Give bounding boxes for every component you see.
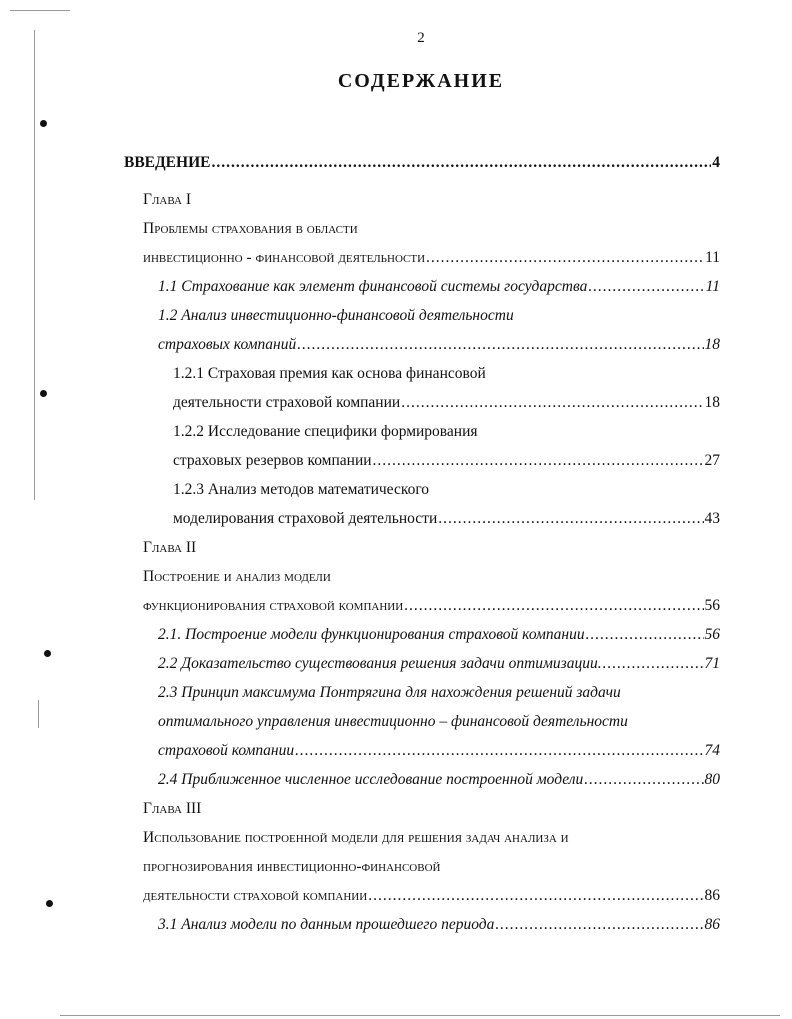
toc-entry-section[interactable]: 2.4 Приближенное численное исследование построенной модели ..... 80 <box>158 769 720 791</box>
toc-entry-chapter[interactable]: инвестиционно - финансовой деятельности ..... 11 <box>143 247 720 269</box>
toc-entry-section[interactable]: страховой компании ..... 74 <box>158 740 720 762</box>
section-title: 1.2 Анализ инвестиционно-финансовой деятельности <box>158 307 514 324</box>
dot-leader <box>495 914 703 936</box>
section-title: 2.3 Принцип максимума Понтрягина для нахождения решений задачи <box>158 684 621 701</box>
toc-entry-introduction[interactable]: ВВЕДЕНИЕ ..... 4 <box>124 152 720 174</box>
dot-leader <box>368 885 703 907</box>
toc-entry-section[interactable]: 2.2 Доказательство существования решения задачи оптимизации. ..... 71 <box>158 653 720 675</box>
toc-entry-section[interactable]: 1.1 Страхование как элемент финансовой системы государства ..... 11 <box>158 276 720 298</box>
chapter-title: прогнозирования инвестиционно-финансовой <box>143 858 441 875</box>
subsection-title: 1.2.2 Исследование специфики формирования <box>173 423 478 440</box>
scan-edge-line <box>38 700 39 728</box>
binder-hole <box>40 390 47 397</box>
binder-hole <box>46 900 53 907</box>
dot-leader <box>295 740 703 762</box>
chapter-title: Использование построенной модели для решения задач анализа и <box>143 829 569 846</box>
chapter-heading: Глава I <box>143 191 191 208</box>
dot-leader <box>297 334 703 356</box>
dot-leader <box>373 450 704 472</box>
toc-entry-section[interactable]: страховых компаний ..... 18 <box>158 334 720 356</box>
page-title: СОДЕРЖАНИЕ <box>337 70 505 92</box>
toc-entry-chapter[interactable]: функционирования страховой компании ..... 56 <box>143 595 720 617</box>
dot-leader <box>438 508 703 530</box>
binder-hole <box>44 650 51 657</box>
dot-leader <box>426 247 704 269</box>
dot-leader <box>404 595 703 617</box>
chapter-heading: Глава II <box>143 539 197 556</box>
dot-leader <box>588 276 704 298</box>
dot-leader <box>401 392 703 414</box>
section-title: оптимального управления инвестиционно – финансовой деятельности <box>158 713 628 730</box>
subsection-title: 1.2.3 Анализ методов математического <box>173 481 430 498</box>
subsection-title: 1.2.1 Страховая премия как основа финансовой <box>173 365 486 382</box>
toc-entry-subsection[interactable]: моделирования страховой деятельности ..... 43 <box>173 508 720 530</box>
scan-bottom-line <box>60 1015 780 1016</box>
dot-leader <box>586 624 704 646</box>
toc-entry-section[interactable]: 2.1. Построение модели функционирования страховой компании ..... 56 <box>158 624 720 646</box>
toc-entry-chapter[interactable]: деятельности страховой компании ..... 86 <box>143 885 720 907</box>
chapter-title: Проблемы страхования в области <box>143 220 358 237</box>
chapter-heading: Глава III <box>143 800 202 817</box>
toc-entry-subsection[interactable]: деятельности страховой компании ..... 18 <box>173 392 720 414</box>
scan-edge-line <box>34 30 35 500</box>
toc-entry-section[interactable]: 3.1 Анализ модели по данным прошедшего периода ..... 86 <box>158 914 720 936</box>
binder-hole <box>40 120 47 127</box>
page-number: 2 <box>417 30 425 46</box>
dot-leader <box>603 653 704 675</box>
chapter-title: Построение и анализ модели <box>143 568 331 585</box>
dot-leader <box>584 769 703 791</box>
dot-leader <box>211 152 711 174</box>
toc-entry-subsection[interactable]: страховых резервов компании ..... 27 <box>173 450 720 472</box>
scan-edge-line <box>10 10 70 11</box>
